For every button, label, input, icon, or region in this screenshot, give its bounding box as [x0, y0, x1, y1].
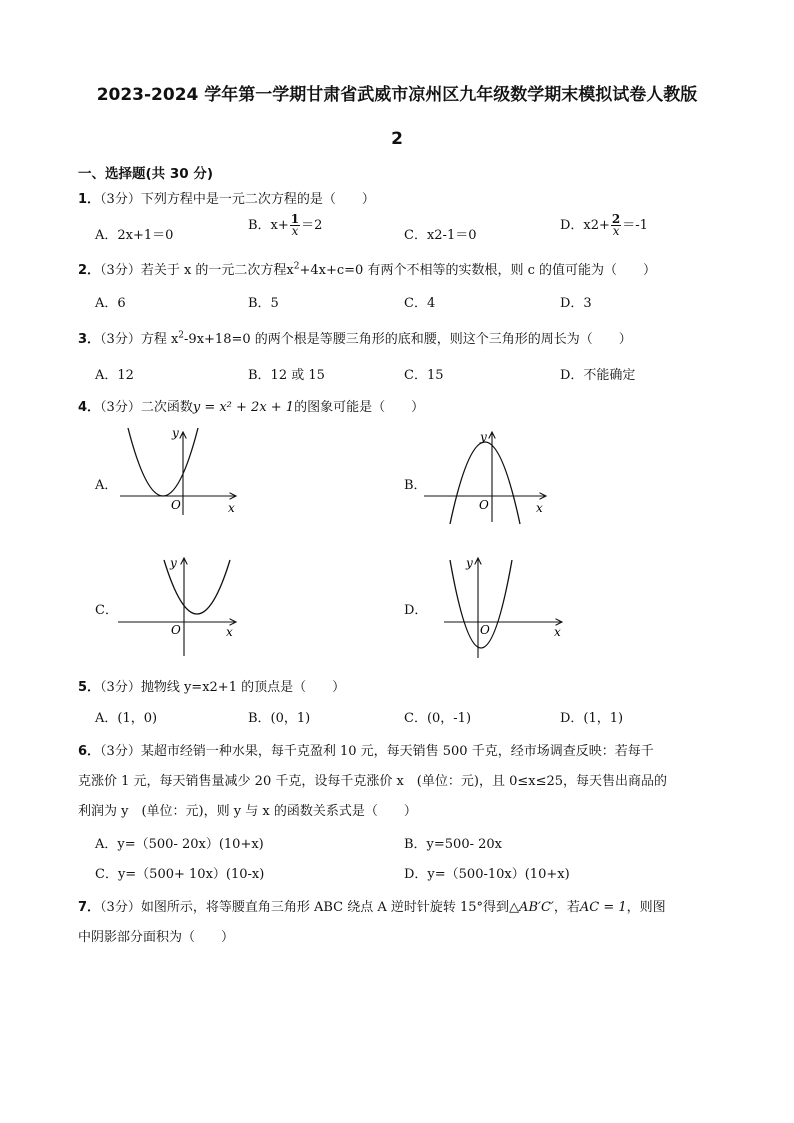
- question-score: （3分）: [100, 400, 141, 415]
- formula: AC = 1: [579, 900, 627, 915]
- question-number: 2．: [78, 263, 101, 278]
- question-text: 二次函数: [140, 400, 193, 415]
- q5-option-a[interactable]: A．(1，0): [95, 711, 158, 726]
- q4-option-b[interactable]: B．: [404, 478, 427, 493]
- origin-label: O: [479, 498, 489, 512]
- question-number: 1．: [78, 192, 101, 207]
- q5-option-d[interactable]: D．(1，1): [560, 711, 624, 726]
- x-axis-label: x: [554, 625, 561, 639]
- y-axis-label: y: [466, 556, 473, 570]
- q4-option-d[interactable]: D．: [404, 603, 428, 618]
- q3-option-a[interactable]: A．12: [95, 368, 134, 383]
- q4-option-a[interactable]: A．: [95, 478, 118, 493]
- fraction: [290, 214, 300, 237]
- q1-option-c[interactable]: C．x2-1＝0: [404, 228, 477, 243]
- section-heading: 一、选择题(共 30 分): [78, 166, 214, 182]
- question-6: [78, 740, 654, 759]
- question-score: （3分）: [100, 263, 141, 278]
- graph-c: [110, 550, 245, 660]
- question-2: [78, 259, 656, 278]
- question-score: （3分）: [100, 332, 141, 347]
- question-text: 方程 x: [140, 332, 179, 347]
- x-axis-label: x: [226, 625, 233, 639]
- formula: y = x² + 2x + 1: [192, 400, 295, 415]
- q6-option-d[interactable]: D．y=（500-10x）(10+x): [404, 867, 570, 882]
- question-text: +4x+c=0 有两个不相等的实数根，则 c 的值可能为（ ）: [299, 263, 657, 278]
- origin-label: O: [171, 623, 181, 637]
- question-text: ，若: [553, 900, 580, 915]
- denominator: x: [612, 224, 620, 238]
- denominator: x: [291, 224, 299, 238]
- graph-a: [110, 420, 245, 520]
- q5-option-b[interactable]: B．(0，1): [248, 711, 311, 726]
- question-number: 4．: [78, 400, 101, 415]
- document-title-line2: 2: [391, 129, 403, 149]
- document-title-line1: 2023-2024 学年第一学期甘肃省武威市凉州区九年级数学期末模拟试卷人教版: [96, 85, 698, 105]
- numerator: 2: [611, 212, 621, 226]
- numerator: 1: [290, 212, 300, 226]
- origin-label: O: [171, 498, 181, 512]
- question-text: 下列方程中是一元二次方程的是（ ）: [140, 192, 375, 207]
- question-score: （3分）: [100, 680, 141, 695]
- q3-option-c[interactable]: C．15: [404, 368, 444, 383]
- graph-b: [420, 420, 555, 530]
- q4-option-c[interactable]: C．: [95, 603, 118, 618]
- q1-option-b[interactable]: [248, 214, 322, 237]
- question-score: （3分）: [100, 744, 141, 759]
- x-axis-label: x: [536, 501, 543, 515]
- q6-option-b[interactable]: B．y=500- 20x: [404, 837, 503, 852]
- option-text: ＝2: [301, 218, 323, 233]
- parabola: [128, 428, 198, 496]
- question-text: 某超市经销一种水果，每千克盈利 10 元，每天销售 500 千克，经市场调查反映：若每千: [140, 744, 654, 759]
- question-number: 6．: [78, 744, 101, 759]
- graph-d: [440, 550, 570, 660]
- question-text: 如图所示，将等腰直角三角形 ABC 绕点 A 逆时针旋转 15°得到: [140, 900, 510, 915]
- question-text: 若关于 x 的一元二次方程x: [140, 263, 294, 278]
- fraction: [611, 214, 621, 237]
- option-text: D．x2+: [560, 218, 610, 233]
- superscript: 2: [178, 330, 185, 341]
- y-axis-label: y: [172, 426, 179, 440]
- q2-option-a[interactable]: A．6: [95, 296, 126, 311]
- question-text: 抛物线 y=x2+1 的顶点是（ ）: [140, 680, 346, 695]
- question-score: （3分）: [100, 900, 141, 915]
- q2-option-d[interactable]: D．3: [560, 296, 592, 311]
- question-number: 7．: [78, 900, 101, 915]
- question-3: [78, 328, 632, 347]
- question-7-line-2: 中阴影部分面积为（ ）: [78, 930, 235, 945]
- question-text: ，则图: [626, 900, 666, 915]
- q1-option-d[interactable]: [560, 214, 648, 237]
- question-6-line-3: 利润为 y (单位：元)，则 y 与 x 的函数关系式是（ ）: [78, 804, 417, 819]
- question-6-line-2: 克涨价 1 元，每天销售量减少 20 千克，设每千克涨价 x (单位：元)，且 0≤x≤25，每天售出商品的: [78, 774, 668, 789]
- question-4: [78, 396, 424, 415]
- question-score: （3分）: [100, 192, 141, 207]
- q6-option-a[interactable]: A．y=（500- 20x）(10+x): [95, 837, 264, 852]
- q3-option-d[interactable]: D．不能确定: [560, 368, 636, 383]
- superscript: 2: [293, 261, 300, 272]
- question-number: 3．: [78, 332, 101, 347]
- question-number: 5．: [78, 680, 101, 695]
- formula: △AB′C′: [509, 900, 554, 915]
- question-5: [78, 676, 345, 695]
- q2-option-b[interactable]: B．5: [248, 296, 279, 311]
- q6-option-c[interactable]: C．y=（500+ 10x）(10-x): [95, 867, 265, 882]
- q2-option-c[interactable]: C．4: [404, 296, 436, 311]
- question-text: 的图象可能是（ ）: [294, 400, 425, 415]
- x-axis-label: x: [228, 501, 235, 515]
- option-text: B．x+: [248, 218, 289, 233]
- option-text: ＝-1: [622, 218, 648, 233]
- question-7: [78, 896, 666, 915]
- question-text: -9x+18=0 的两个根是等腰三角形的底和腰，则这个三角形的周长为（ ）: [184, 332, 632, 347]
- question-1: [78, 188, 375, 207]
- y-axis-label: y: [170, 556, 177, 570]
- y-axis-label: y: [480, 430, 487, 444]
- q3-option-b[interactable]: B．12 或 15: [248, 368, 325, 383]
- q1-option-a[interactable]: A．2x+1＝0: [95, 228, 174, 243]
- q5-option-c[interactable]: C．(0，-1): [404, 711, 472, 726]
- origin-label: O: [480, 623, 490, 637]
